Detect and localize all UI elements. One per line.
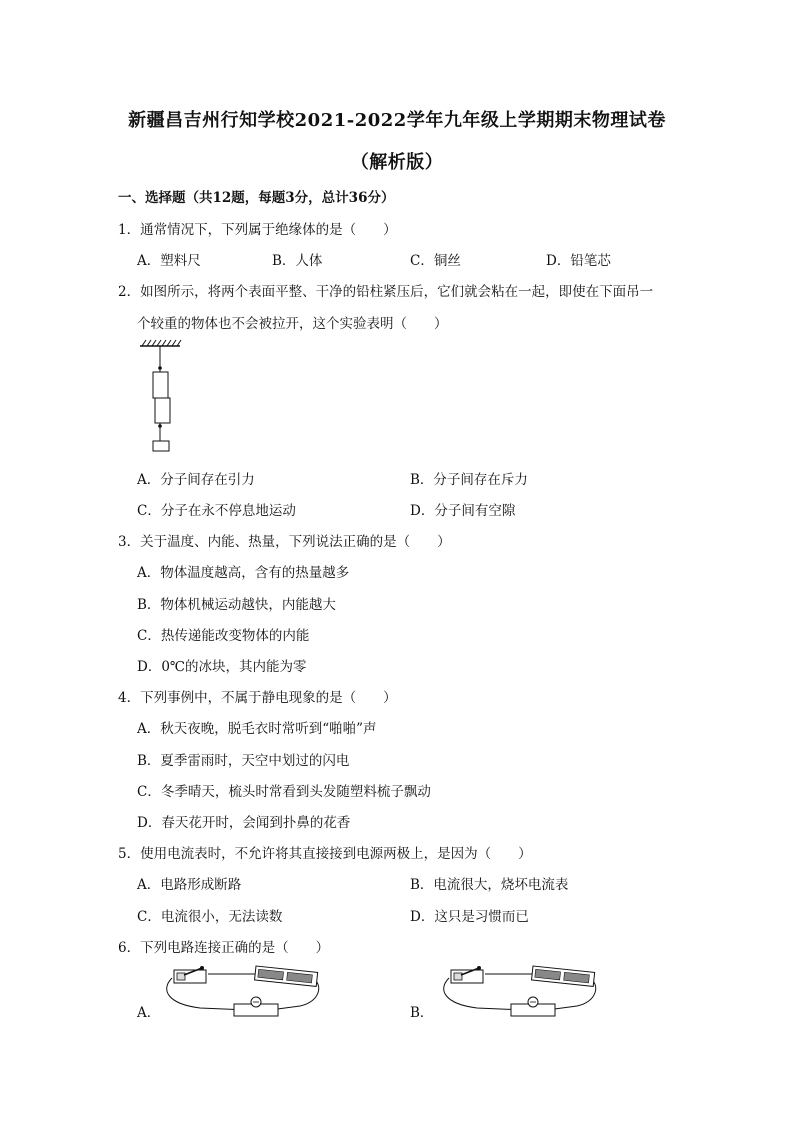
question-4-option-c: C．冬季晴天，梳头时常看到头发随塑料梳子飘动 (137, 784, 431, 800)
question-4-option-a: A．秋天夜晚，脱毛衣时常听到“啪啪”声 (137, 721, 377, 737)
question-6-option-a: A． (137, 1005, 161, 1021)
ceiling-hatch (142, 340, 181, 346)
question-5-option-a: A．电路形成断路 (137, 877, 242, 893)
hanging-weight (153, 441, 169, 451)
question-5-option-b: B．电流很大，烧坏电流表 (410, 877, 569, 893)
question-2-option-d: D．分子间有空隙 (410, 503, 516, 519)
lead-cylinder-upper (153, 372, 168, 398)
question-2-stem-line2: 个较重的物体也不会被拉开，这个实验表明（ ） (137, 316, 448, 332)
question-4-option-d: D．春天花开时，会闻到扑鼻的花香 (137, 815, 351, 831)
lamp-socket (511, 997, 555, 1016)
question-2-option-c: C．分子在永不停息地运动 (137, 503, 296, 519)
circuit-figure-a (160, 962, 330, 1020)
question-3-stem: 3．关于温度、内能、热量，下列说法正确的是（ ） (118, 534, 451, 550)
question-3-option-d: D．0℃的冰块，其内能为零 (137, 659, 307, 675)
question-3-option-b: B．物体机械运动越快，内能越大 (137, 597, 336, 613)
question-5-stem: 5．使用电流表时，不允许将其直接接到电源两极上，是因为（ ） (118, 846, 532, 862)
question-5-option-c: C．电流很小，无法读数 (137, 909, 283, 925)
page-title-line1: 新疆昌吉州行知学校2021-2022学年九年级上学期期末物理试卷 (128, 110, 666, 131)
knife-switch (451, 966, 483, 983)
lamp-socket (234, 997, 278, 1016)
question-4-option-b: B．夏季雷雨时，天空中划过的闪电 (137, 753, 350, 769)
hook-bottom (158, 424, 162, 428)
page-title-line2: （解析版） (350, 152, 444, 173)
question-1-option-b: B．人体 (272, 253, 323, 269)
question-3-option-c: C．热传递能改变物体的内能 (137, 628, 310, 644)
question-1-stem: 1．通常情况下，下列属于绝缘体的是（ ） (118, 222, 397, 238)
battery-box (255, 966, 318, 986)
lead-cylinder-figure (138, 338, 188, 458)
question-1-option-c: C．铜丝 (410, 253, 461, 269)
question-4-stem: 4．下列事例中，不属于静电现象的是（ ） (118, 690, 397, 706)
question-5-option-d: D．这只是习惯而已 (410, 909, 529, 925)
question-2-option-b: B．分子间存在斥力 (410, 472, 528, 488)
circuit-figure-b (437, 962, 607, 1020)
battery-box (532, 966, 595, 986)
lead-cylinder-lower (155, 398, 170, 423)
question-6-stem: 6．下列电路连接正确的是（ ） (118, 940, 330, 956)
knife-switch (174, 966, 206, 983)
question-2-stem-line1: 2．如图所示，将两个表面平整、干净的铅柱紧压后，它们就会粘在一起，即使在下面吊一 (118, 284, 654, 300)
question-1-option-d: D．铅笔芯 (546, 253, 611, 269)
question-3-option-a: A．物体温度越高，含有的热量越多 (137, 565, 350, 581)
question-1-option-a: A．塑料尺 (137, 253, 201, 269)
hook-top (158, 366, 162, 370)
question-6-option-b: B． (410, 1005, 434, 1021)
section-heading: 一、选择题（共12题，每题3分，总计36分） (118, 190, 395, 206)
question-2-option-a: A．分子间存在引力 (137, 472, 255, 488)
